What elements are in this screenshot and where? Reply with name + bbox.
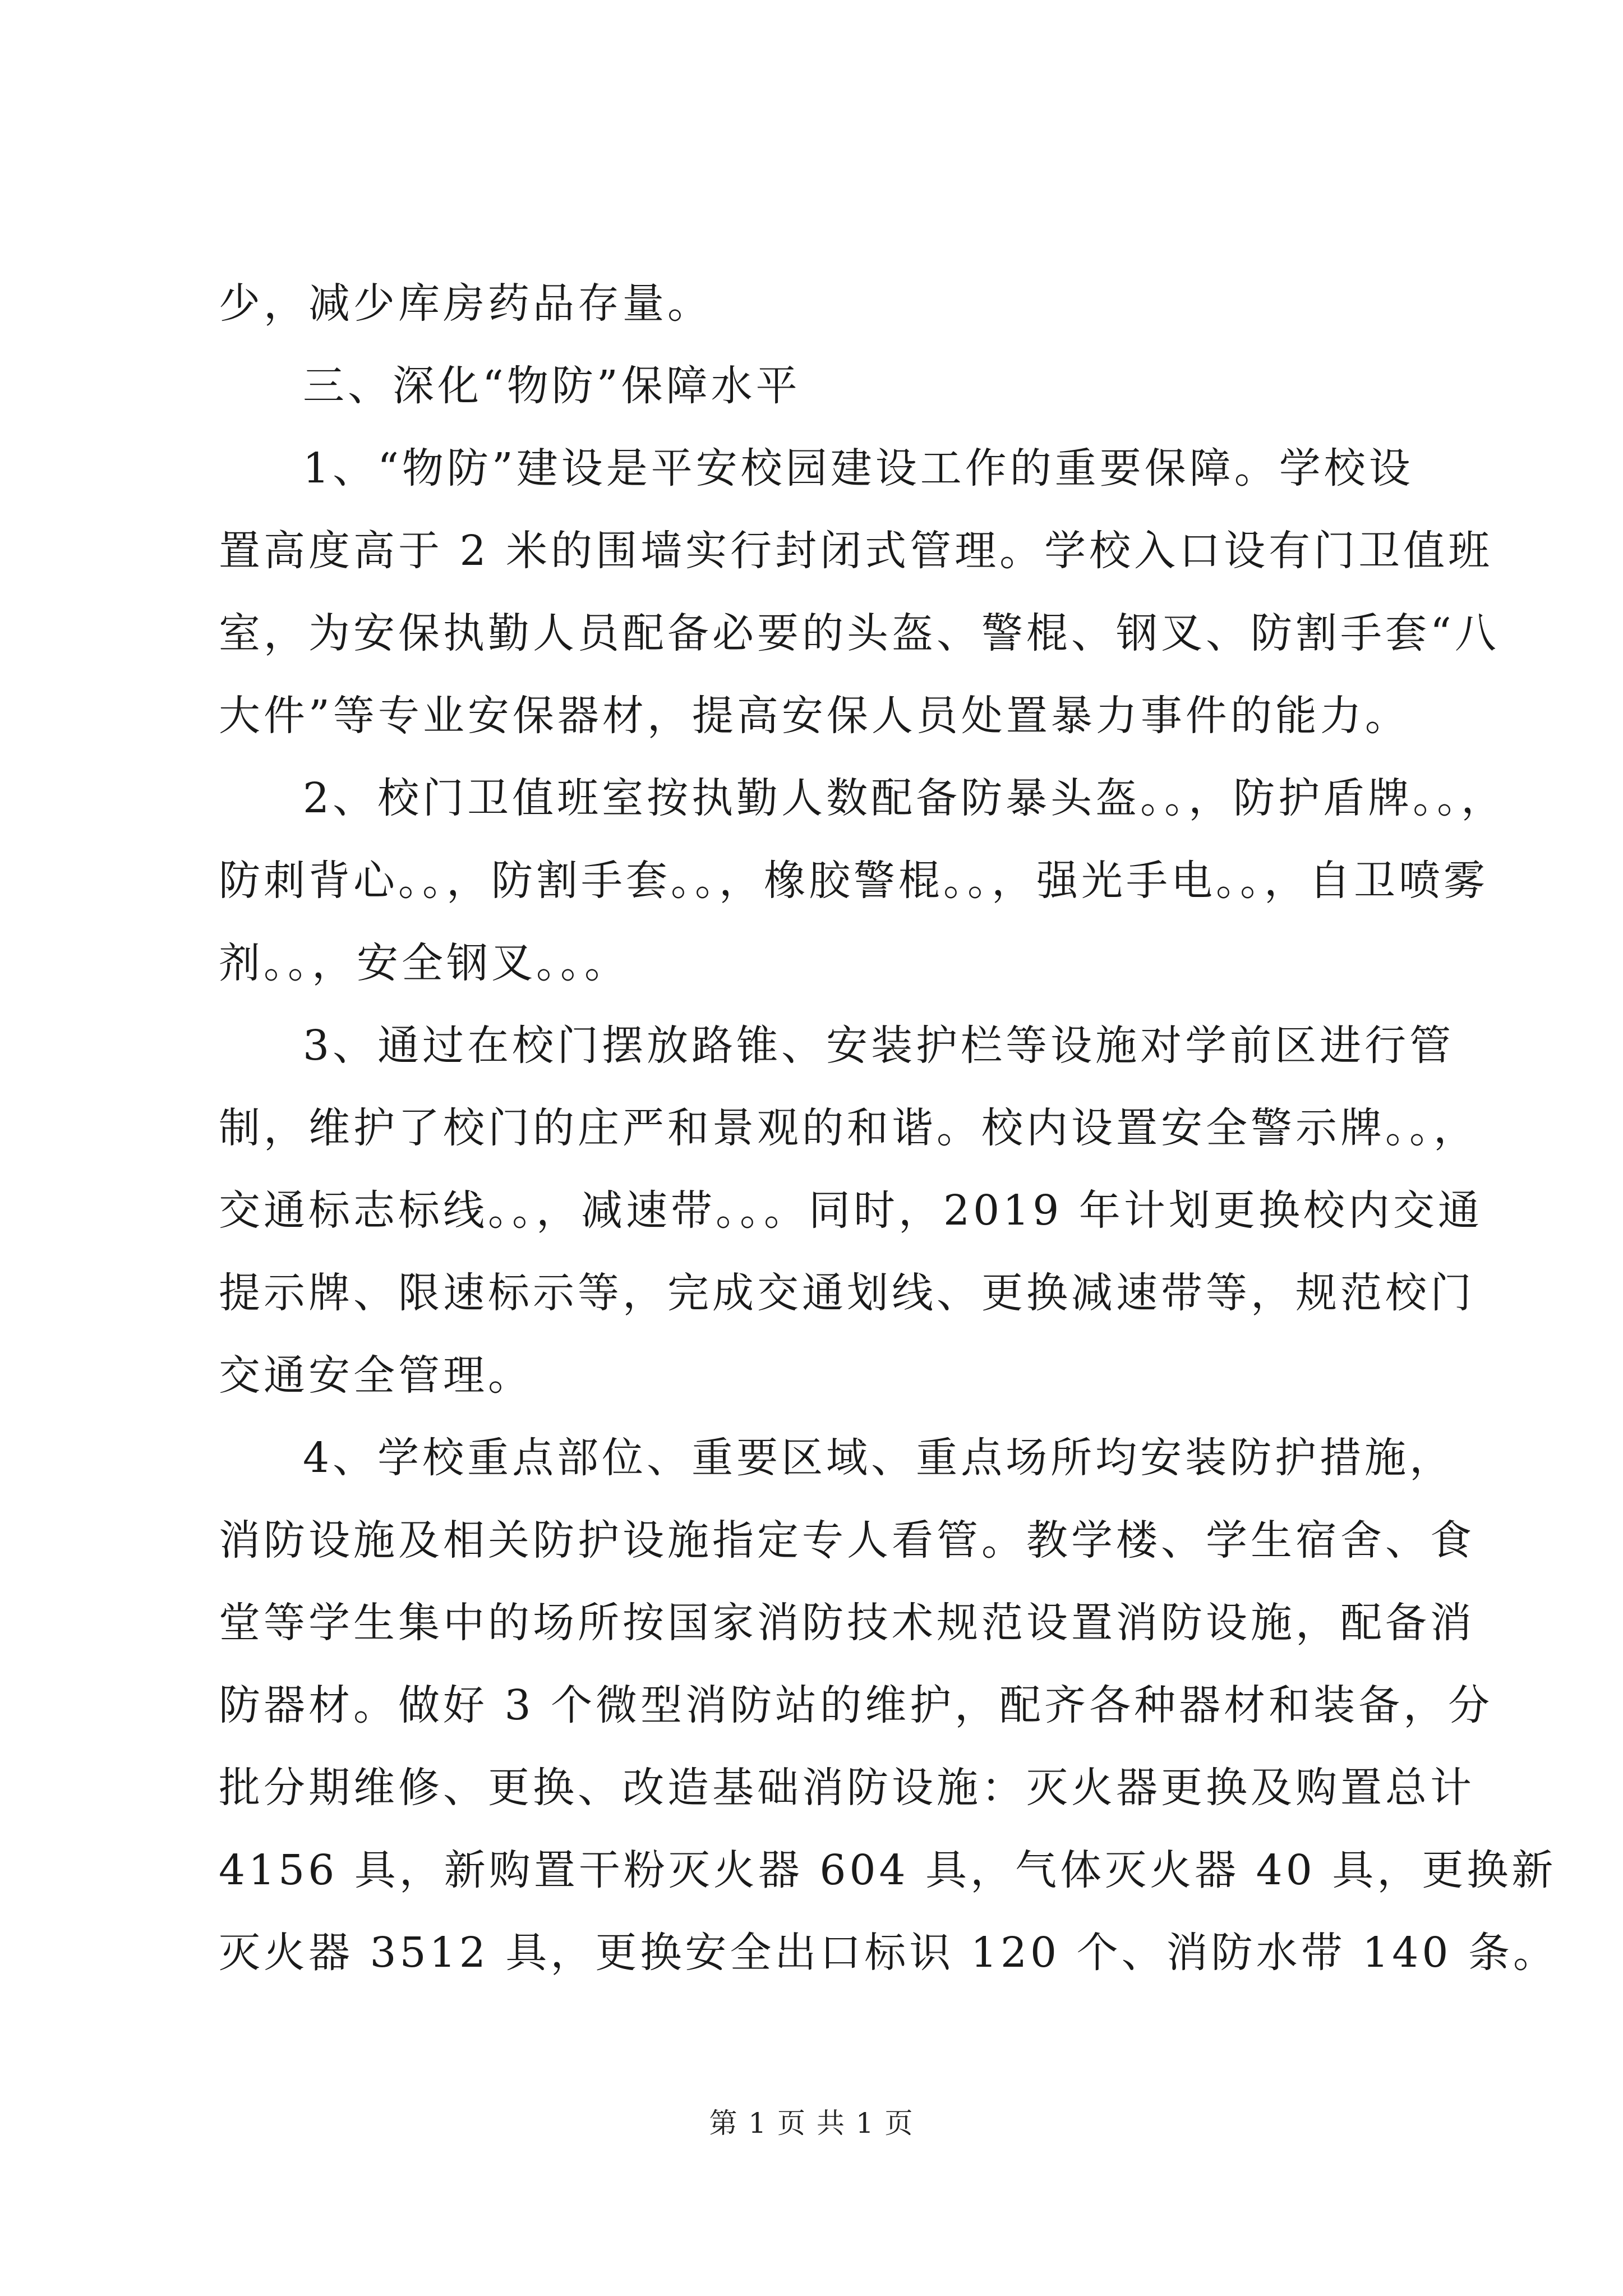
text-line: 灭火器 3512 具，更换安全出口标识 120 个、消防水带 140 条。 [219,1929,1558,1977]
text-line: 4、学校重点部位、重要区域、重点场所均安装防护措施， [303,1434,1455,1482]
section-heading: 三、深化“物防”保障水平 [303,362,801,410]
text-line: 提示牌、限速标示等，完成交通划线、更换减速带等，规范校门 [219,1269,1475,1317]
text-line: 堂等学生集中的场所按国家消防技术规范设置消防设施，配备消 [219,1599,1475,1647]
text-line: 防刺背心。。，防割手套。。，橡胶警棍。。，强光手电。。，自卫喷雾 [219,857,1488,905]
text-line: 剂。。，安全钢叉。。。 [219,939,629,987]
text-line: 制，维护了校门的庄严和景观的和谐。校内设置安全警示牌。。， [219,1104,1478,1152]
text-line: 置高度高于 2 米的围墙实行封闭式管理。学校入口设有门卫值班 [219,527,1493,575]
text-line: 4156 具，新购置干粉灭火器 604 具，气体灭火器 40 具，更换新 [219,1846,1557,1894]
text-line: 交通标志标线。。，减速带。。。同时，2019 年计划更换校内交通 [219,1186,1483,1235]
text-line: 消防设施及相关防护设施指定专人看管。教学楼、学生宿舍、食 [219,1516,1475,1565]
text-line: 1、“物防”建设是平安校园建设工作的重要保障。学校设 [303,444,1414,493]
text-line: 少，减少库房药品存量。 [219,279,712,328]
text-line: 大件”等专业安保器材，提高安保人员处置暴力事件的能力。 [219,692,1410,740]
document-body [219,263,1558,1994]
page-footer: 第 1 页 共 1 页 [709,2107,914,2139]
text-line: 室，为安保执勤人员配备必要的头盔、警棍、钢叉、防割手套“八 [219,609,1500,657]
text-line: 交通安全管理。 [219,1351,533,1400]
text-line: 2、校门卫值班室按执勤人数配备防暴头盔。。，防护盾牌。。， [303,774,1506,822]
text-line: 批分期维修、更换、改造基础消防设施：灭火器更换及购置总计 [219,1764,1475,1812]
text-line: 防器材。做好 3 个微型消防站的维护，配齐各种器材和装备，分 [219,1681,1493,1729]
text-line: 3、通过在校门摆放路锥、安装护栏等设施对学前区进行管 [303,1022,1455,1070]
